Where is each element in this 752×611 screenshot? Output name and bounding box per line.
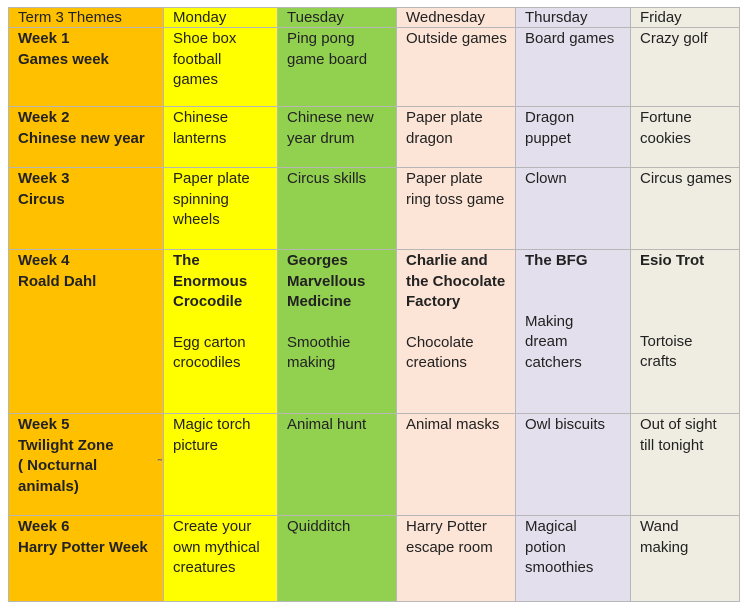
activity-text: Magic torch [173,416,251,433]
activity-cell-wednesday [397,28,516,107]
week-theme: Twilight Zone [18,436,114,454]
activity-text: dragon [406,129,453,147]
activity-text: making [640,538,689,556]
activity-cell-friday [631,516,740,602]
activity-cell-tuesday [278,28,397,107]
spacer [406,313,506,333]
activity-cell-wednesday [397,107,516,168]
activity-text: ring toss game [406,190,505,208]
book-title: The [173,252,200,269]
activity-text: football [173,50,222,68]
activity-text: Paper plate [173,170,250,187]
activity-text: Animal hunt [287,416,367,433]
activity-text: dream [525,333,568,350]
activity-text: Harry Potter [406,518,487,535]
week-number: Week 5 [18,416,70,433]
activity-cell-wednesday [397,250,516,414]
book-title: Medicine [287,293,352,310]
activity-text: lanterns [173,129,227,147]
spacer [525,292,621,312]
spellcheck-squiggle-icon: ˷ [157,446,162,461]
activity-text: Circus games [640,170,732,187]
book-title: Crocodile [173,293,243,310]
activity-text: Crazy golf [640,30,708,47]
week-row [9,107,740,168]
activity-text: spinning [173,190,229,208]
activity-text: Out of sight [640,416,717,433]
spacer [640,272,730,292]
week-theme: ( Nocturnal [18,457,98,474]
activity-text: Animal masks [406,416,500,433]
activity-text: potion [525,538,566,556]
activity-text: Outside games [406,30,507,47]
activity-cell-wednesday [397,414,516,516]
activity-cell-monday [164,250,278,414]
activity-text: Circus skills [287,170,367,187]
week-row [9,28,740,107]
week-row [9,168,740,250]
activity-text: Shoe box [173,30,237,47]
activity-cell-thursday [516,250,631,414]
activity-text: creatures [173,559,236,576]
activity-text: Owl biscuits [525,416,606,433]
activity-text: Dragon [525,109,575,126]
header-friday: Friday [631,8,740,28]
activity-text: Smoothie [287,333,351,351]
week-label-cell [9,516,164,602]
week-theme: Chinese new year [18,129,145,147]
activity-text: Paper plate [406,109,483,126]
week-theme: Circus [18,190,65,208]
activity-text: escape room [406,538,493,556]
activity-text: Ping pong [287,30,355,47]
activity-text: Fortune [640,109,692,126]
book-title: Marvellous [287,272,366,290]
spacer [640,292,730,312]
activity-text: crafts [640,353,677,370]
header-monday: Monday [164,8,278,28]
activity-cell-friday [631,28,740,107]
activity-text: game board [287,50,368,68]
week-number: Week 3 [18,170,70,187]
activity-text: Chinese [173,109,229,126]
week-row [9,250,740,414]
header-thursday: Thursday [516,8,631,28]
activity-cell-monday [164,168,278,250]
activity-cell-monday [164,28,278,107]
activity-text: crocodiles [173,354,241,371]
week-theme: Roald Dahl [18,272,97,290]
week-label-cell [9,250,164,414]
activity-text: Chocolate [406,333,474,351]
activity-text: own mythical [173,538,260,556]
book-title: Charlie and [406,252,488,269]
activity-cell-friday [631,250,740,414]
activity-text: Wand [640,518,679,535]
activity-text: creations [406,354,467,371]
activity-text: picture [173,436,219,454]
activity-cell-thursday [516,107,631,168]
activity-text: Clown [525,170,567,187]
activity-text: Making [525,312,574,330]
activity-text: catchers [525,353,582,371]
activity-text: Paper plate [406,170,483,187]
activity-cell-tuesday [278,168,397,250]
book-title: the Chocolate [406,272,506,290]
activity-text: Create your [173,518,252,535]
activity-text: till tonight [640,436,704,454]
activity-cell-thursday [516,168,631,250]
activity-cell-monday [164,516,278,602]
header-tuesday: Tuesday [278,8,397,28]
activity-text: cookies [640,129,691,147]
activity-cell-thursday [516,516,631,602]
activity-text: Quidditch [287,518,351,535]
week-row [9,516,740,602]
activity-cell-monday [164,414,278,516]
activity-cell-friday [631,107,740,168]
activity-cell-monday [164,107,278,168]
activity-cell-friday [631,414,740,516]
activity-text: smoothies [525,559,594,576]
activity-cell-wednesday [397,516,516,602]
book-title: Georges [287,252,348,269]
book-title: Factory [406,293,461,310]
activity-text: Board games [525,30,615,47]
week-theme: animals) [18,477,79,495]
activity-text: wheels [173,211,220,228]
spacer [525,272,621,292]
activity-cell-tuesday [278,250,397,414]
activity-text: Chinese new [287,109,374,126]
activity-cell-wednesday [397,168,516,250]
header-row [9,8,740,28]
header-term-title: Term 3 Themes [9,8,164,28]
week-theme: Harry Potter Week [18,538,148,556]
week-number: Week 6 [18,518,70,535]
week-label-cell [9,107,164,168]
activity-text: making [287,354,336,371]
week-label-cell [9,414,164,516]
week-number: Week 1 [18,30,70,47]
term-themes-table [8,7,740,602]
book-title: The BFG [525,252,588,269]
spacer [640,312,730,332]
week-label-cell [9,168,164,250]
activity-cell-tuesday [278,516,397,602]
activity-cell-tuesday [278,107,397,168]
spacer [287,313,387,333]
activity-cell-friday [631,168,740,250]
week-number: Week 2 [18,109,70,126]
activity-text: games [173,71,219,88]
header-wednesday: Wednesday [397,8,516,28]
activity-text: year drum [287,129,355,147]
activity-cell-thursday [516,414,631,516]
activity-cell-thursday [516,28,631,107]
activity-text: puppet [525,129,571,147]
activity-text: Tortoise [640,332,693,350]
activity-text: Egg carton [173,333,246,351]
book-title: Esio Trot [640,252,705,269]
week-label-cell [9,28,164,107]
week-number: Week 4 [18,252,70,269]
week-row [9,414,740,516]
activity-cell-tuesday [278,414,397,516]
book-title: Enormous [173,272,248,290]
spacer [173,313,268,333]
week-theme: Games week [18,50,109,68]
activity-text: Magical [525,518,577,535]
